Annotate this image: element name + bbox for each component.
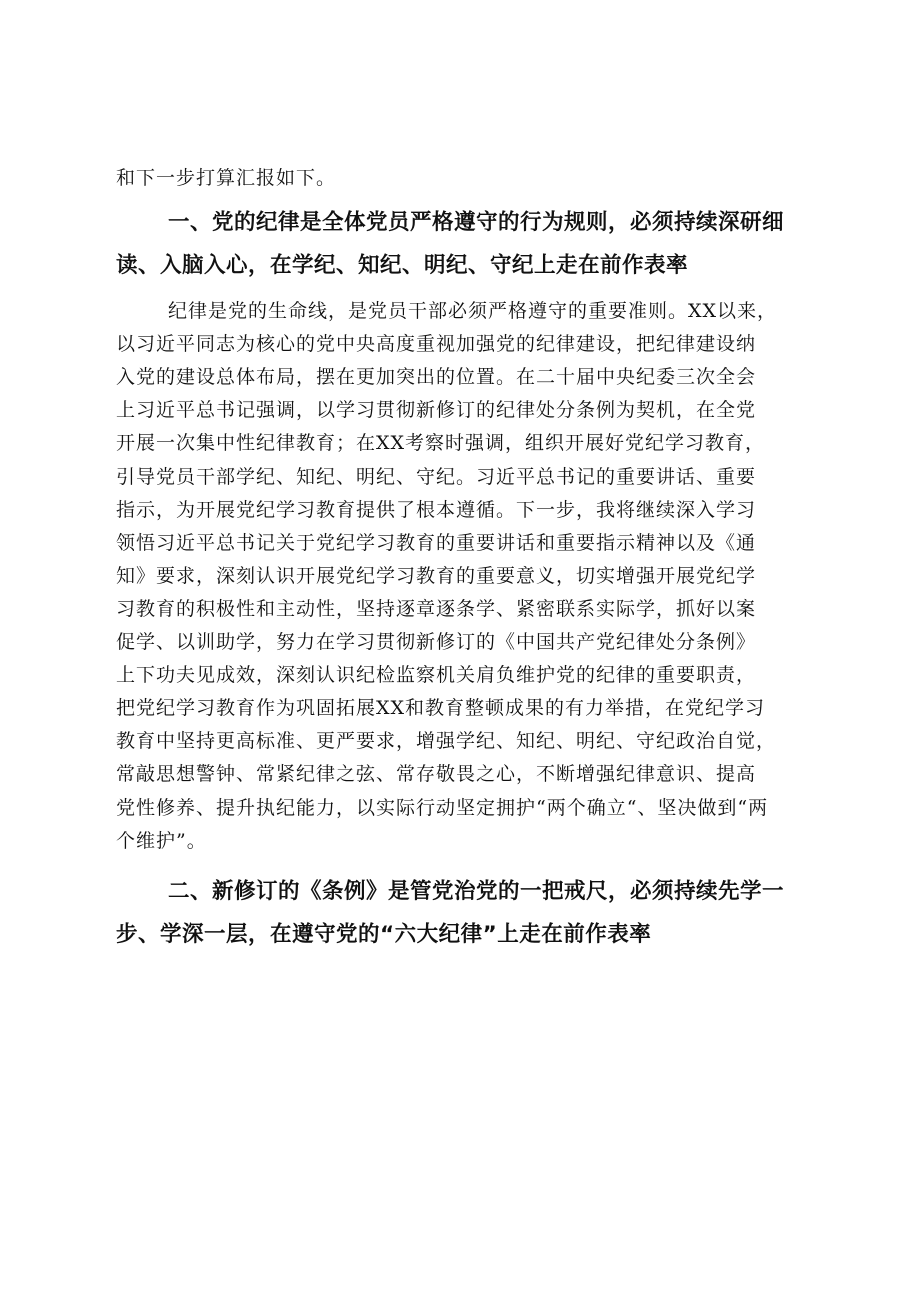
section2-heading bbox=[116, 870, 816, 956]
paragraph-line: 领悟习近平总书记关于党纪学习教育的重要讲话和重要指示精神以及《通 bbox=[116, 531, 757, 554]
section2-heading-line: 二、新修订的《条例》是管党治党的一把戒尺，必须持续先学一 bbox=[168, 878, 785, 904]
paragraph-line: 促学、以训助学，努力在学习贯彻新修订的《中国共产党纪律处分条例》 bbox=[116, 631, 757, 654]
paragraph-line: 引导党员干部学纪、知纪、明纪、守纪。习近平总书记的重要讲话、重要 bbox=[116, 465, 757, 488]
section1-heading-line: 读、入脑入心，在学纪、知纪、明纪、守纪上走在前作表率 bbox=[116, 253, 689, 279]
paragraph-line: 以习近平同志为核心的党中央高度重视加强党的纪律建设，把纪律建设纳 bbox=[116, 333, 757, 356]
paragraph-line: 习教育的积极性和主动性，坚持逐章逐条学、紧密联系实际学，抓好以案 bbox=[116, 597, 757, 620]
paragraph-line: 上习近平总书记强调，以学习贯彻新修订的纪律处分条例为契机，在全党 bbox=[116, 399, 757, 422]
paragraph-line: 入党的建设总体布局，摆在更加突出的位置。在二十届中央纪委三次全会 bbox=[116, 366, 757, 389]
section1-heading bbox=[116, 201, 816, 287]
paragraph-line: 个维护”。 bbox=[116, 829, 207, 852]
paragraph-line: 常敲思想警钟、常紧纪律之弦、常存敬畏之心，不断增强纪律意识、提高 bbox=[116, 763, 757, 786]
document-body bbox=[116, 162, 816, 956]
paragraph-line: 开展一次集中性纪律教育；在XX考察时强调，组织开展好党纪学习教育， bbox=[116, 432, 766, 455]
paragraph-line: 教育中坚持更高标准、更严要求，增强学纪、知纪、明纪、守纪政治自觉， bbox=[116, 730, 777, 753]
opening-line: 和下一步打算汇报如下。 bbox=[116, 167, 337, 189]
section1-paragraph bbox=[116, 295, 816, 858]
paragraph-line: 纪律是党的生命线，是党员干部必须严格遵守的重要准则。XX以来， bbox=[168, 300, 778, 323]
paragraph-line: 上下功夫见成效，深刻认识纪检监察机关肩负维护党的纪律的重要职责， bbox=[116, 664, 757, 687]
paragraph-line: 把党纪学习教育作为巩固拓展XX和教育整顿成果的有力举措，在党纪学习 bbox=[116, 697, 766, 720]
paragraph-line: 党性修养、提升执纪能力，以实际行动坚定拥护“两个确立“、坚决做到“两 bbox=[116, 796, 769, 819]
paragraph-line: 知》要求，深刻认识开展党纪学习教育的重要意义，切实增强开展党纪学 bbox=[116, 564, 757, 587]
paragraph-line: 指示，为开展党纪学习教育提供了根本遵循。下一步，我将继续深入学习 bbox=[116, 498, 757, 521]
section1-heading-line: 一、党的纪律是全体党员严格遵守的行为规则，必须持续深研细 bbox=[168, 210, 785, 236]
section2-heading-line: 步、学深一层，在遵守党的“六大纪律”上走在前作表率 bbox=[116, 921, 652, 947]
